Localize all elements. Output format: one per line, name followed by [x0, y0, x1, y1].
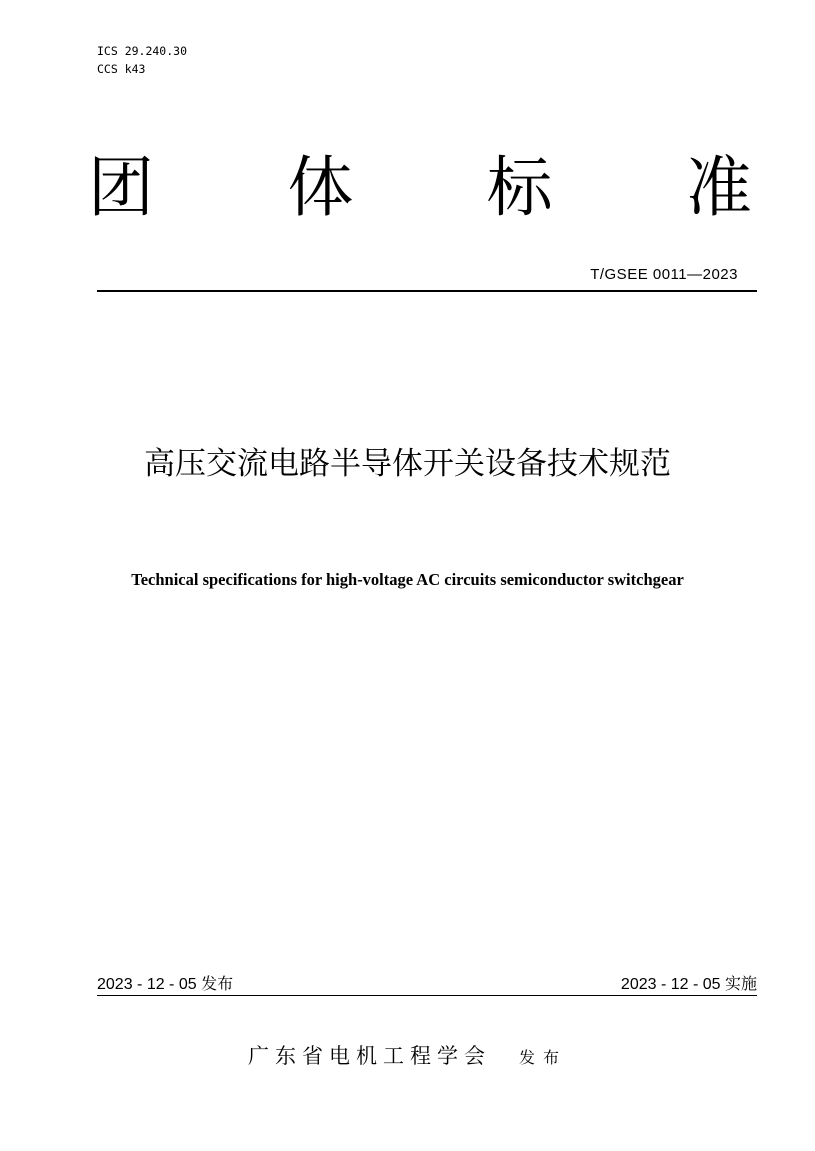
standard-type-char: 标: [486, 149, 553, 226]
implementation-date: 2023 - 12 - 05 实施: [620, 976, 757, 993]
standard-number: T/GSEE 0011—2023: [590, 266, 738, 283]
publish-label: 发布: [518, 1048, 567, 1067]
standard-type-char: 准: [685, 149, 752, 226]
issue-date: 2023 - 12 - 05 发布: [97, 976, 234, 993]
standard-type-char: 团: [88, 149, 154, 226]
standard-type-heading: [88, 148, 752, 228]
classification-codes: [97, 42, 187, 78]
header-divider: [97, 290, 757, 292]
ccs-code: CCS k43: [97, 62, 146, 76]
standard-type-char: 体: [287, 149, 354, 226]
english-title: Technical specifications for high-voltage AC circuits semiconductor switchgear: [131, 570, 684, 589]
publisher-row: [0, 1040, 815, 1070]
date-row: [97, 974, 757, 996]
chinese-title: 高压交流电路半导体开关设备技术规范: [144, 446, 671, 482]
ics-code: ICS 29.240.30: [97, 44, 188, 58]
publisher-name: 广东省电机工程学会: [247, 1044, 491, 1068]
footer-divider: [97, 995, 757, 996]
